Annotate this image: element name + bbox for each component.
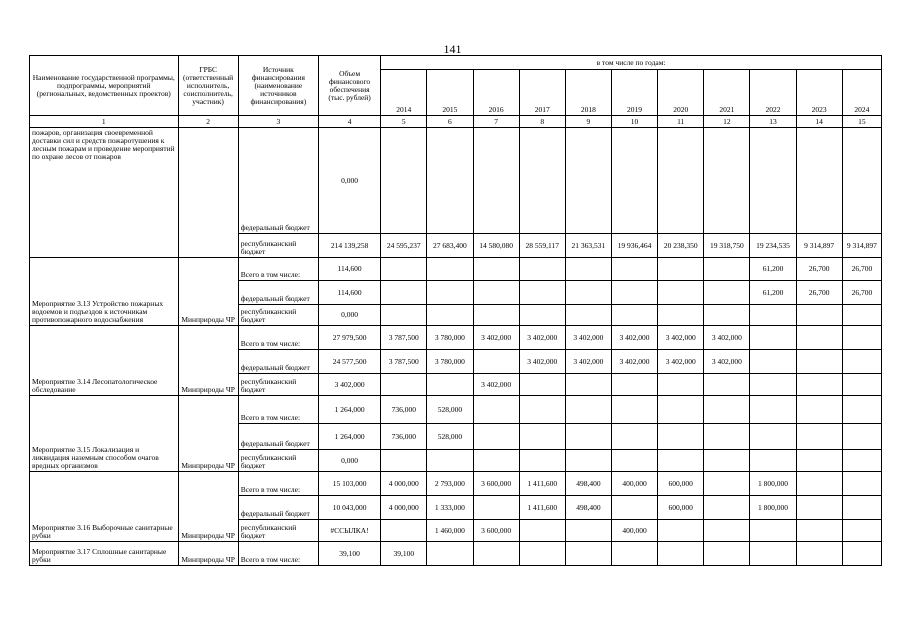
year-value [473, 396, 519, 424]
year-value: 3 402,000 [565, 326, 611, 350]
year-value [565, 450, 611, 472]
year-value [750, 350, 796, 374]
year-value: 4 000,000 [381, 472, 427, 496]
column-number: 14 [796, 116, 842, 128]
year-value [381, 128, 427, 234]
year-value: 26,700 [796, 258, 842, 281]
year-value: 26,700 [842, 258, 881, 281]
funding-total: 15 103,000 [318, 472, 380, 496]
measure-name: пожаров, организация своевременной доставки сил и средств пожаротушения к лесным пожарам и проведение мероприятий по охране лесов от пожаров [30, 128, 179, 258]
year-value [658, 450, 704, 472]
year-value [381, 281, 427, 305]
year-value [519, 542, 565, 566]
measure-name: Мероприятие 3.13 Устройство пожарных водоемов и подъездов к источникам противопожарного водоснабжения [30, 258, 179, 326]
year-value: 19 936,464 [611, 234, 657, 258]
funding-source: федеральный бюджет [238, 496, 318, 520]
year-value [611, 128, 657, 234]
year-value [519, 450, 565, 472]
year-value [704, 450, 750, 472]
year-value [704, 305, 750, 326]
year-value [473, 305, 519, 326]
table-row [30, 396, 882, 424]
funding-source: республиканский бюджет [238, 374, 318, 396]
measure-grbs: Минприроды ЧР [178, 326, 238, 396]
funding-total: 3 402,000 [318, 374, 380, 396]
year-value [381, 450, 427, 472]
funding-total: 1 264,000 [318, 396, 380, 424]
year-value: 600,000 [658, 472, 704, 496]
header-year: 2015 [427, 70, 473, 116]
measure-grbs: Минприроды ЧР [178, 472, 238, 542]
year-value [842, 542, 881, 566]
funding-source: Всего в том числе: [238, 326, 318, 350]
year-value: 19 234,535 [750, 234, 796, 258]
year-value [796, 450, 842, 472]
year-value [473, 450, 519, 472]
year-value [565, 520, 611, 542]
header-name: Наименование государственной программы, подпрограммы, мероприятий (региональных, ведомственных проектов) [30, 56, 179, 116]
year-value [611, 542, 657, 566]
year-value [796, 326, 842, 350]
year-value [658, 424, 704, 450]
year-value: 3 402,000 [658, 350, 704, 374]
year-value [473, 496, 519, 520]
year-value: 400,000 [611, 520, 657, 542]
year-value [611, 305, 657, 326]
funding-source: Всего в том числе: [238, 472, 318, 496]
year-value [750, 542, 796, 566]
year-value [704, 542, 750, 566]
year-value: 61,200 [750, 258, 796, 281]
funding-total: 114,600 [318, 258, 380, 281]
year-value [611, 450, 657, 472]
year-value: 1 800,000 [750, 472, 796, 496]
year-value: 9 314,897 [796, 234, 842, 258]
year-value [842, 350, 881, 374]
funding-source: федеральный бюджет [238, 350, 318, 374]
year-value: 1 411,600 [519, 496, 565, 520]
year-value: 28 559,117 [519, 234, 565, 258]
year-value [427, 450, 473, 472]
year-value: 3 402,000 [473, 326, 519, 350]
year-value [704, 472, 750, 496]
year-value: 736,000 [381, 424, 427, 450]
year-value [704, 424, 750, 450]
header-total: Объем финансового обеспечения (тыс. рублей) [318, 56, 380, 116]
year-value [611, 396, 657, 424]
header-year: 2014 [381, 70, 427, 116]
year-value [381, 374, 427, 396]
header-years-group: в том числе по годам: [381, 56, 882, 70]
measure-name: Мероприятие 3.17 Сплошные санитарные рубки [30, 542, 179, 566]
year-value [796, 496, 842, 520]
funding-total: 27 979,500 [318, 326, 380, 350]
measure-grbs: Минприроды ЧР [178, 396, 238, 472]
year-value: 3 402,000 [519, 326, 565, 350]
year-value [658, 305, 704, 326]
year-value [750, 326, 796, 350]
year-value [658, 281, 704, 305]
year-value [796, 374, 842, 396]
year-value: 3 402,000 [704, 326, 750, 350]
year-value: 3 402,000 [611, 350, 657, 374]
year-value [565, 258, 611, 281]
funding-source: Всего в том числе: [238, 258, 318, 281]
year-value [842, 128, 881, 234]
year-value [519, 424, 565, 450]
table-row [30, 542, 882, 566]
year-value: 4 000,000 [381, 496, 427, 520]
header-year: 2017 [519, 70, 565, 116]
year-value: 3 402,000 [473, 374, 519, 396]
column-number: 7 [473, 116, 519, 128]
year-value [842, 472, 881, 496]
year-value: 39,100 [381, 542, 427, 566]
year-value [427, 258, 473, 281]
column-number: 4 [318, 116, 380, 128]
measure-grbs [178, 128, 238, 258]
measure-name: Мероприятие 3.14 Лесопатологическое обследование [30, 326, 179, 396]
year-value: 3 600,000 [473, 472, 519, 496]
column-number: 6 [427, 116, 473, 128]
year-value [565, 128, 611, 234]
year-value: 27 683,400 [427, 234, 473, 258]
year-value: 3 780,000 [427, 350, 473, 374]
header-year: 2020 [658, 70, 704, 116]
measure-grbs: Минприроды ЧР [178, 258, 238, 326]
year-value: 19 318,750 [704, 234, 750, 258]
funding-source: федеральный бюджет [238, 424, 318, 450]
funding-source: республиканский бюджет [238, 305, 318, 326]
year-value [473, 350, 519, 374]
year-value [519, 520, 565, 542]
header-year: 2023 [796, 70, 842, 116]
year-value [796, 520, 842, 542]
year-value [565, 542, 611, 566]
year-value [473, 281, 519, 305]
year-value [704, 374, 750, 396]
year-value: 9 314,897 [842, 234, 881, 258]
year-value [519, 374, 565, 396]
funding-total: 0,000 [318, 305, 380, 326]
header-year: 2021 [704, 70, 750, 116]
year-value: 21 363,531 [565, 234, 611, 258]
year-value [381, 305, 427, 326]
year-value: 528,000 [427, 396, 473, 424]
year-value [842, 326, 881, 350]
year-value [842, 305, 881, 326]
year-value [704, 258, 750, 281]
year-value: 3 402,000 [611, 326, 657, 350]
header-year: 2022 [750, 70, 796, 116]
funding-total: 1 264,000 [318, 424, 380, 450]
year-value [796, 305, 842, 326]
year-value [611, 258, 657, 281]
year-value [565, 424, 611, 450]
funding-source: республиканский бюджет [238, 520, 318, 542]
header-year: 2018 [565, 70, 611, 116]
header-year: 2019 [611, 70, 657, 116]
year-value [704, 520, 750, 542]
header-source: Источник финансирования (наименование источников финансирования) [238, 56, 318, 116]
year-value [750, 128, 796, 234]
funding-total: 0,000 [318, 450, 380, 472]
year-value [796, 396, 842, 424]
year-value [796, 542, 842, 566]
year-value [381, 520, 427, 542]
year-value [750, 374, 796, 396]
year-value [519, 396, 565, 424]
funding-source: республиканский бюджет [238, 450, 318, 472]
year-value: 3 402,000 [704, 350, 750, 374]
year-value [611, 374, 657, 396]
year-value [427, 374, 473, 396]
year-value: 3 402,000 [658, 326, 704, 350]
year-value: 3 787,500 [381, 350, 427, 374]
year-value [704, 496, 750, 520]
year-value [427, 281, 473, 305]
funding-source: Всего в том числе: [238, 396, 318, 424]
year-value: 20 238,350 [658, 234, 704, 258]
funding-total: 10 043,000 [318, 496, 380, 520]
funding-source: федеральный бюджет [238, 281, 318, 305]
year-value [842, 496, 881, 520]
column-number: 5 [381, 116, 427, 128]
measure-name: Мероприятие 3.16 Выборочные санитарные рубки [30, 472, 179, 542]
table-row [30, 472, 882, 496]
funding-total: 24 577,500 [318, 350, 380, 374]
funding-total: 214 139,258 [318, 234, 380, 258]
year-value [842, 424, 881, 450]
year-value [611, 281, 657, 305]
year-value [427, 305, 473, 326]
page-number: 141 [443, 42, 462, 56]
year-value [842, 374, 881, 396]
year-value [519, 281, 565, 305]
year-value [842, 450, 881, 472]
year-value [658, 542, 704, 566]
year-value: 600,000 [658, 496, 704, 520]
measure-name: Мероприятие 3.15 Локализация и ликвидация наземным способом очагов вредных организмов [30, 396, 179, 472]
year-value: 14 580,080 [473, 234, 519, 258]
column-number: 1 [30, 116, 179, 128]
header-year: 2016 [473, 70, 519, 116]
column-number: 13 [750, 116, 796, 128]
year-value [842, 520, 881, 542]
column-number: 15 [842, 116, 881, 128]
table-row [30, 326, 882, 350]
funding-source: федеральный бюджет [238, 128, 318, 234]
year-value: 400,000 [611, 472, 657, 496]
year-value: 26,700 [796, 281, 842, 305]
year-value: 3 402,000 [565, 350, 611, 374]
year-value: 1 411,600 [519, 472, 565, 496]
year-value [750, 520, 796, 542]
year-value [796, 128, 842, 234]
column-number: 12 [704, 116, 750, 128]
year-value [658, 374, 704, 396]
year-value: 3 600,000 [473, 520, 519, 542]
column-number: 9 [565, 116, 611, 128]
year-value [750, 396, 796, 424]
year-value [842, 396, 881, 424]
year-value [704, 128, 750, 234]
year-value [473, 128, 519, 234]
year-value [427, 542, 473, 566]
header-year: 2024 [842, 70, 881, 116]
year-value [565, 396, 611, 424]
year-value [611, 424, 657, 450]
year-value: 498,400 [565, 472, 611, 496]
year-value: 1 800,000 [750, 496, 796, 520]
year-value [796, 472, 842, 496]
budget-table [29, 55, 882, 566]
year-value: 498,400 [565, 496, 611, 520]
year-value: 1 333,000 [427, 496, 473, 520]
year-value: 528,000 [427, 424, 473, 450]
year-value [519, 128, 565, 234]
year-value [519, 305, 565, 326]
year-value [796, 350, 842, 374]
year-value: 736,000 [381, 396, 427, 424]
year-value [565, 281, 611, 305]
year-value [658, 520, 704, 542]
year-value [565, 374, 611, 396]
funding-source: Всего в том числе: [238, 542, 318, 566]
year-value: 2 793,000 [427, 472, 473, 496]
year-value [750, 424, 796, 450]
column-number: 2 [178, 116, 238, 128]
column-number: 11 [658, 116, 704, 128]
year-value [473, 424, 519, 450]
year-value [658, 128, 704, 234]
column-number: 8 [519, 116, 565, 128]
column-number: 10 [611, 116, 657, 128]
column-number: 3 [238, 116, 318, 128]
year-value [750, 450, 796, 472]
year-value [565, 305, 611, 326]
year-value [473, 542, 519, 566]
year-value: 26,700 [842, 281, 881, 305]
table-row [30, 258, 882, 281]
table-row [30, 128, 882, 234]
year-value [750, 305, 796, 326]
year-value: 3 787,500 [381, 326, 427, 350]
year-value [658, 258, 704, 281]
year-value [473, 258, 519, 281]
year-value: 3 402,000 [519, 350, 565, 374]
funding-total: 0,000 [318, 128, 380, 234]
year-value [704, 396, 750, 424]
year-value [658, 396, 704, 424]
funding-source: республиканский бюджет [238, 234, 318, 258]
measure-grbs: Минприроды ЧР [178, 542, 238, 566]
year-value: 1 460,000 [427, 520, 473, 542]
funding-total: 39,100 [318, 542, 380, 566]
year-value [611, 496, 657, 520]
year-value [427, 128, 473, 234]
header-grbs: ГРБС (ответственный исполнитель, соисполнитель, участник) [178, 56, 238, 116]
year-value: 24 595,237 [381, 234, 427, 258]
year-value [381, 258, 427, 281]
year-value [796, 424, 842, 450]
funding-total: 114,600 [318, 281, 380, 305]
funding-total: #ССЫЛКА! [318, 520, 380, 542]
year-value: 3 780,000 [427, 326, 473, 350]
year-value [519, 258, 565, 281]
year-value: 61,200 [750, 281, 796, 305]
year-value [704, 281, 750, 305]
